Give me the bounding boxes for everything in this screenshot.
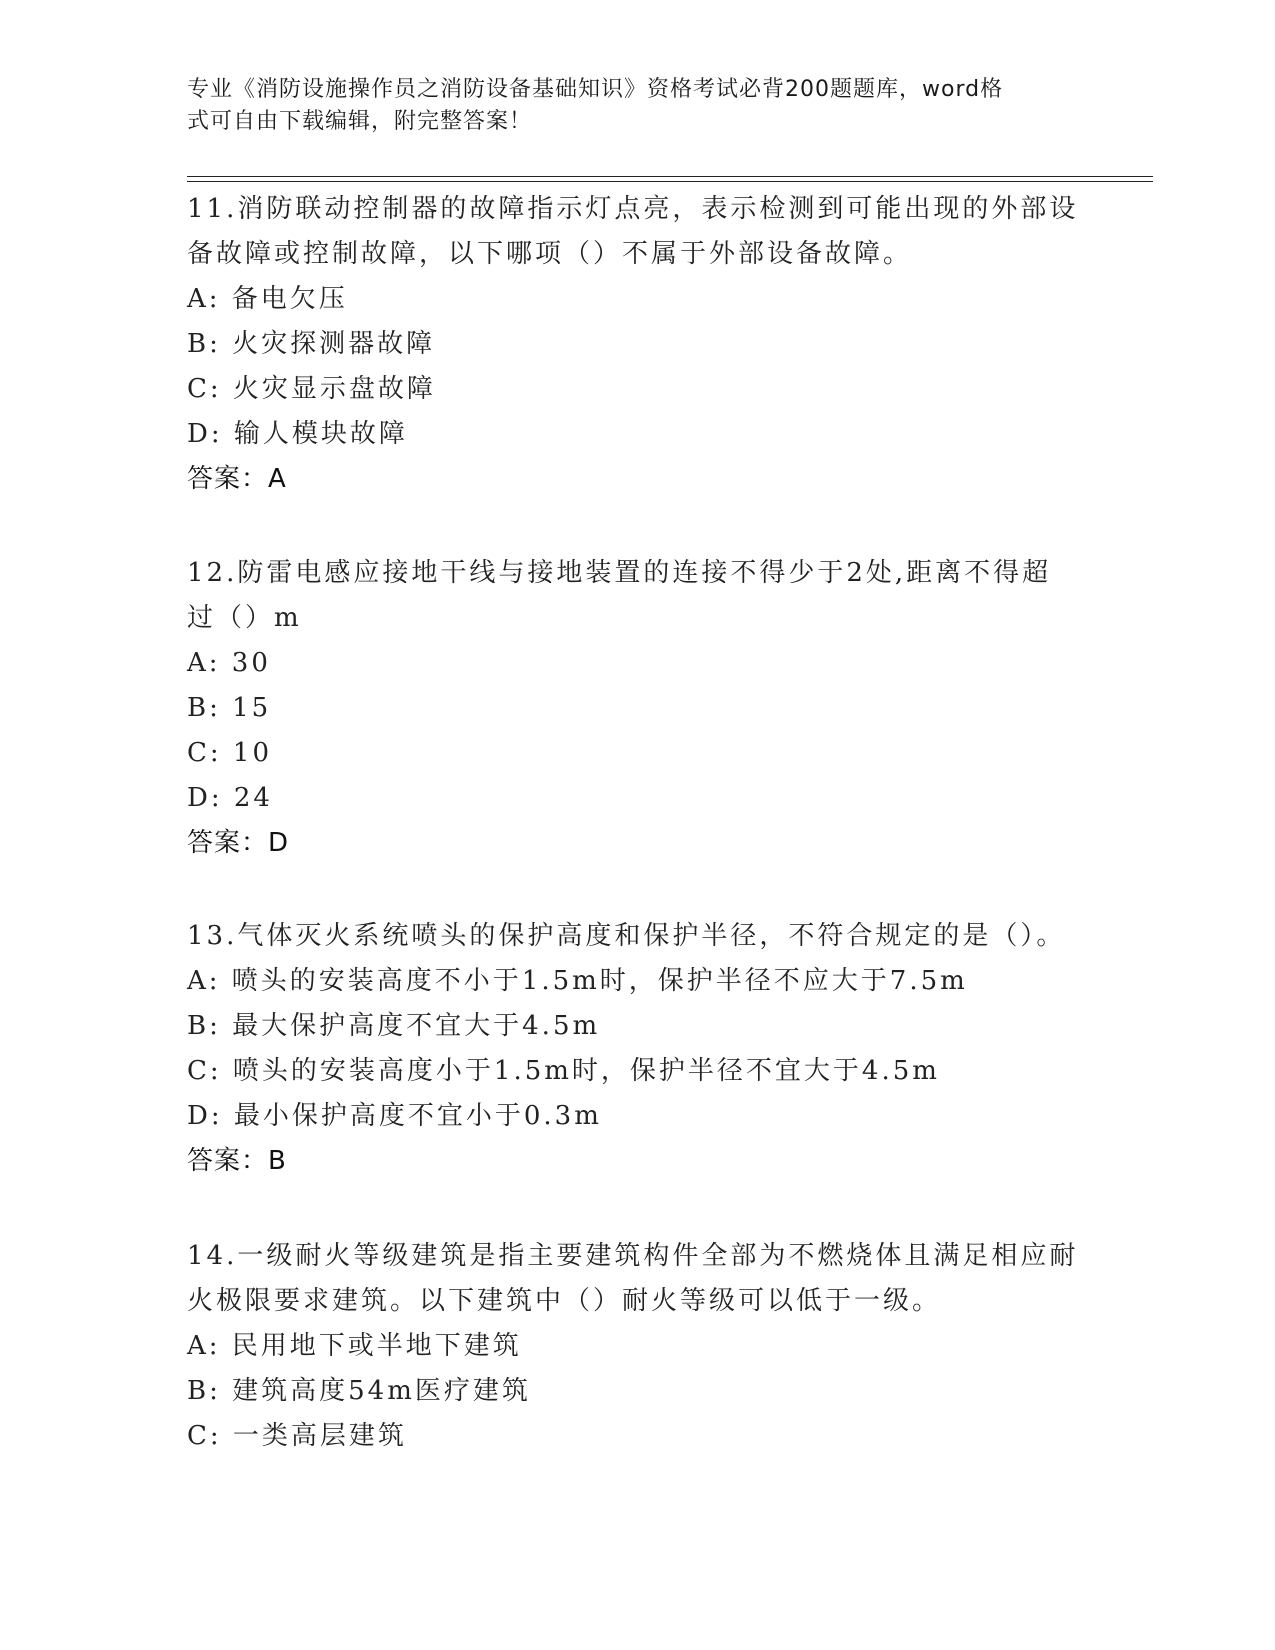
option-b: B: 火灾探测器故障 [187,329,436,359]
option-b: B: 建筑高度54m医疗建筑 [187,1376,531,1406]
option-c: C: 10 [187,738,273,768]
question-stem: 11.消防联动控制器的故障指示灯点亮，表示检测到可能出现的外部设 [187,194,1079,224]
answer: 答案：B [187,1146,287,1176]
question-stem: 13.气体灭火系统喷头的保护高度和保护半径，不符合规定的是（）。 [187,921,1066,951]
answer: 答案：A [187,464,287,494]
option-b: B: 15 [187,693,272,723]
option-a: A: 喷头的安装高度不小于1.5m时，保护半径不应大于7.5m [187,966,968,996]
option-d: D: 输人模块故障 [187,419,408,449]
option-b: B: 最大保护高度不宜大于4.5m [187,1011,601,1041]
question-stem-continued: 过（）m [187,603,302,633]
option-c: C: 一类高层建筑 [187,1421,407,1451]
option-d: D: 最小保护高度不宜小于0.3m [187,1101,602,1131]
option-d: D: 24 [187,783,273,813]
header-divider-bottom [187,181,1153,182]
question-14 [187,1234,1087,1459]
question-13 [187,914,1087,1184]
option-c: C: 火灾显示盘故障 [187,374,436,404]
question-stem-continued: 火极限要求建筑。以下建筑中（）耐火等级可以低于一级。 [187,1286,942,1316]
option-a: A: 备电欠压 [187,284,348,314]
question-stem: 12.防雷电感应接地干线与接地装置的连接不得少于2处,距离不得超 [187,558,1052,588]
option-a: A: 民用地下或半地下建筑 [187,1331,522,1361]
question-11 [187,187,1087,502]
option-c: C: 喷头的安装高度小于1.5m时，保护半径不宜大于4.5m [187,1056,940,1086]
question-stem-continued: 备故障或控制故障，以下哪项（）不属于外部设备故障。 [187,239,913,269]
header-line-2: 式可自由下载编辑，附完整答案！ [187,109,533,134]
document-header [187,74,1067,138]
question-stem: 14.一级耐火等级建筑是指主要建筑构件全部为不燃烧体且满足相应耐 [187,1241,1079,1271]
option-a: A: 30 [187,648,271,678]
header-line-1: 专业《消防设施操作员之消防设备基础知识》资格考试必背200题题库，word格 [187,77,1004,102]
answer: 答案：D [187,828,290,858]
question-12 [187,551,1087,866]
header-divider-top [187,176,1153,177]
